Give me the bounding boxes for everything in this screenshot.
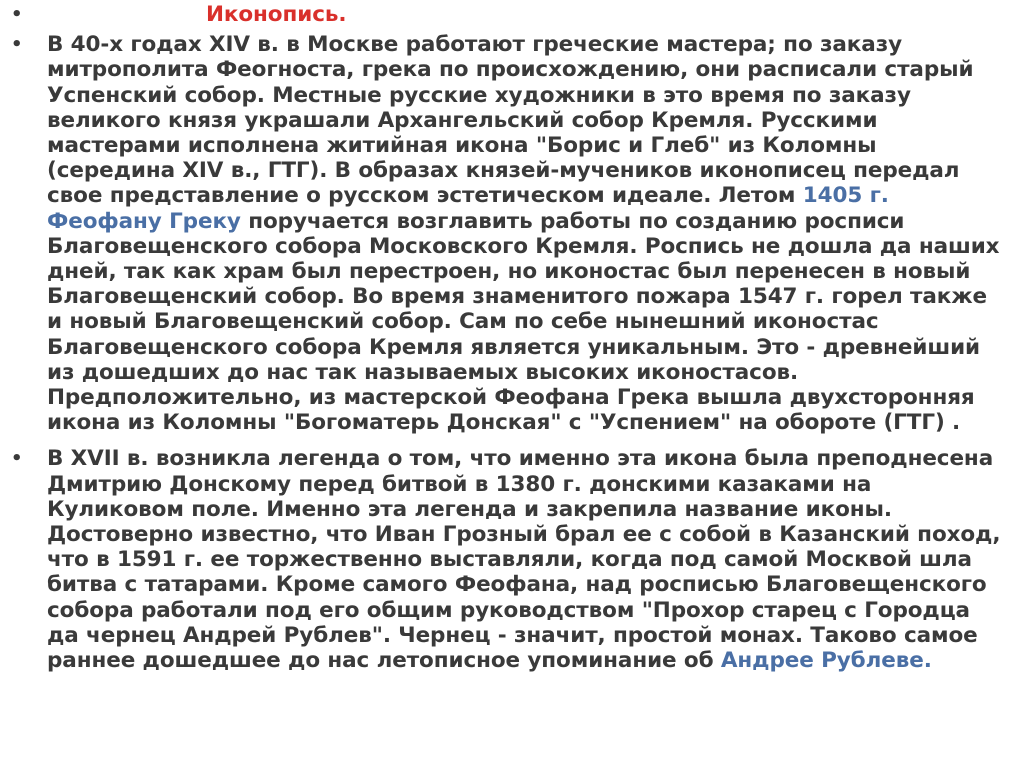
paragraph-1-text-end: поручается возглавить работы по созданию росписи Благовещенского собора Московского Кремля. Роспись не дошла да наших дней, так как храм был перестроен, но иконостас был перенесен в новый Благовещенский собор. Во время знаменитого пожара 1547 г. горел также и новый Благовещенский собор. Сам по себе нынешний иконостас Благовещенского собора Кремля является уникальным. Это - древнейший из дошедших до нас так называемых высоких иконостасов. Предположительно, из мастерской Феофана Грека вышла двухсторонняя икона из Коломны "Богоматерь Донская" с "Успением" на обороте (ГТГ) . bbox=[47, 208, 1000, 436]
bullet-item-paragraph-2 bbox=[10, 446, 1004, 673]
paragraph-1-highlight: 1405 г. Феофану Греку bbox=[47, 183, 889, 234]
paragraph-2-text-start: В XVII в. возникла легенда о том, что именно эта икона была преподнесена Дмитрию Донскому перед битвой в 1380 г. донскими казаками на Куликовом поле. Именно эта легенда и закрепила название иконы. Достоверно известно, что Иван Грозный брал ее с собой в Казанский поход, что в 1591 г. ее торжественно выставляли, когда под самой Москвой шла битва с татарами. Кроме самого Феофана, над росписью Благовещенского собора работали под его общим руководством "Прохор старец с Городца да чернец Андрей Рублев". Чернец - значит, простой монах. Таково самое раннее дошедшее до нас летописное упоминание об bbox=[47, 446, 1001, 674]
bullet-list bbox=[10, 2, 1004, 673]
paragraph-2-highlight: Андрее Рублеве. bbox=[720, 648, 932, 674]
bullet-item-paragraph-1 bbox=[10, 32, 1004, 435]
paragraph-1-text-start: В 40-х годах XIV в. в Москве работают греческие мастера; по заказу митрополита Феогноста, грека по происхождению, они расписали старый Успенский собор. Местные русские художники в это время по заказу великого князя украшали Архангельский собор Кремля. Русскими мастерами исполнена житийная икона "Борис и Глеб" из Коломны (середина XIV в., ГТГ). В образах князей-мучеников иконописец передал свое представление о русском эстетическом идеале. Летом bbox=[47, 32, 974, 209]
bullet-icon: • bbox=[11, 448, 23, 470]
bullet-icon: • bbox=[11, 34, 23, 56]
bullet-item-title bbox=[10, 2, 1004, 27]
bullet-icon: • bbox=[11, 4, 23, 25]
slide-title: Иконопись. bbox=[206, 2, 347, 27]
